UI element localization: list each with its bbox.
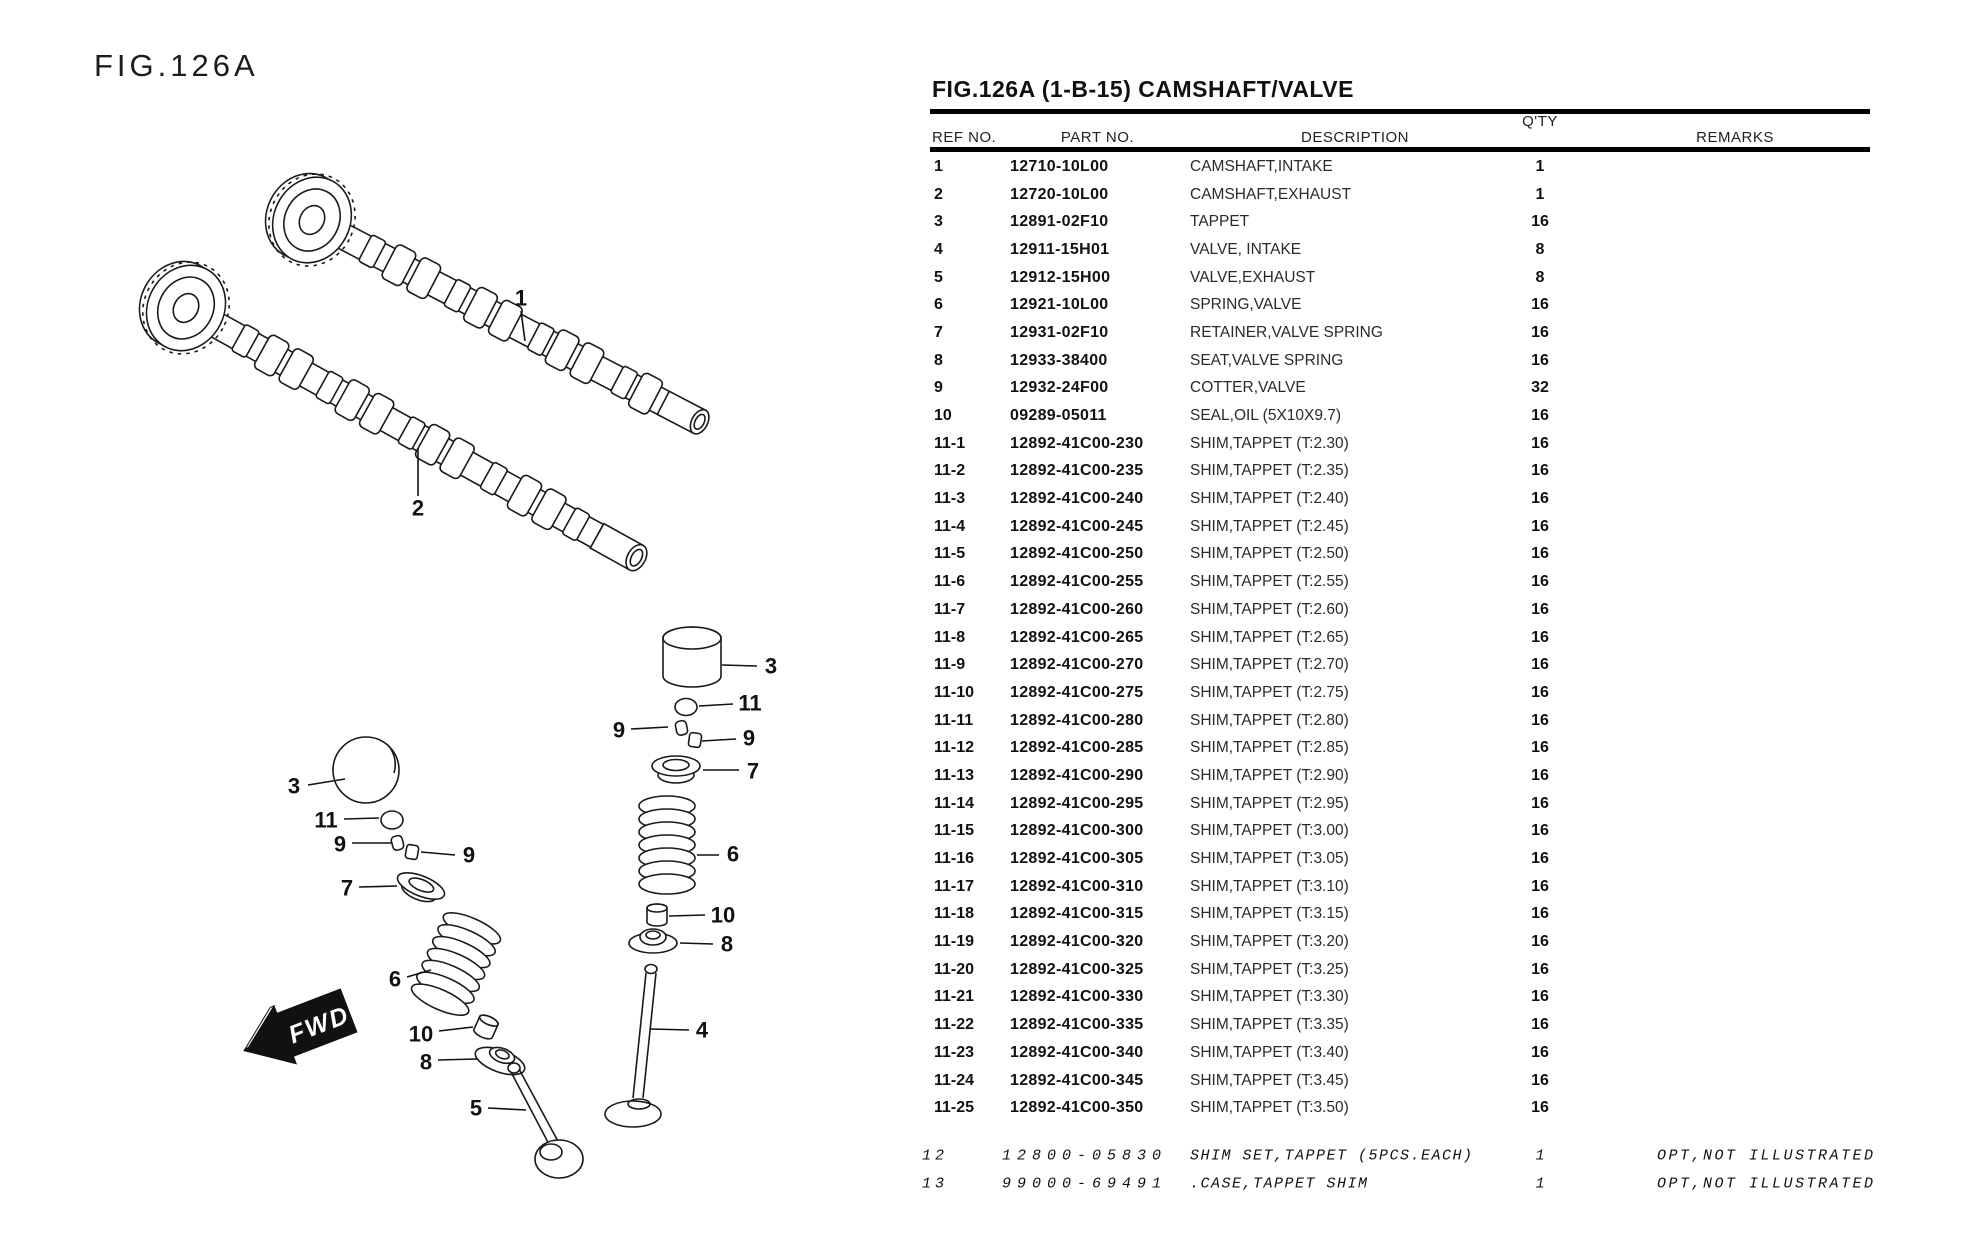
table-row bbox=[930, 236, 1890, 264]
cell-qty: 16 bbox=[1531, 1043, 1549, 1061]
callout-leader-line bbox=[699, 704, 733, 706]
cell-qty: 16 bbox=[1531, 434, 1549, 452]
fwd-label: FWD bbox=[284, 1000, 354, 1050]
callout-leader-line bbox=[421, 852, 455, 855]
cell-part-no: 12892-41C00-240 bbox=[1010, 490, 1144, 508]
cell-part-no: 12892-41C00-345 bbox=[1010, 1071, 1144, 1089]
table-row bbox=[930, 901, 1890, 929]
cell-description: SHIM,TAPPET (T:3.45) bbox=[1190, 1071, 1349, 1089]
cell-ref-no: 11-25 bbox=[934, 1099, 975, 1117]
cell-qty: 16 bbox=[1531, 1071, 1549, 1089]
column-header-description: DESCRIPTION bbox=[1300, 129, 1409, 146]
callout-label: 10 bbox=[710, 902, 736, 928]
cell-ref-no: 11-4 bbox=[934, 517, 966, 535]
callout-label: 9 bbox=[333, 831, 347, 857]
cell-ref-no: 11-15 bbox=[934, 822, 975, 840]
cell-part-no: 12892-41C00-320 bbox=[1010, 933, 1144, 951]
table-row bbox=[930, 347, 1890, 375]
cell-part-no: 12892-41C00-270 bbox=[1010, 656, 1144, 674]
cell-part-no: 12931-02F10 bbox=[1010, 323, 1109, 341]
table-row bbox=[930, 734, 1890, 762]
cell-part-no: 12892-41C00-255 bbox=[1010, 573, 1144, 591]
cell-description: SHIM,TAPPET (T:2.85) bbox=[1190, 739, 1349, 757]
cotter-drawing-exhaust bbox=[390, 835, 419, 860]
cell-description: SHIM,TAPPET (T:2.80) bbox=[1190, 711, 1349, 729]
cell-part-no: 12892-41C00-230 bbox=[1010, 434, 1144, 452]
table-row bbox=[930, 375, 1890, 403]
cell-ref-no: 11-18 bbox=[934, 905, 975, 923]
cell-description: SHIM,TAPPET (T:3.15) bbox=[1190, 905, 1349, 923]
cell-ref-no: 11-2 bbox=[934, 462, 966, 480]
cell-part-no: 12892-41C00-315 bbox=[1010, 905, 1144, 923]
cell-ref-no: 11-21 bbox=[934, 988, 975, 1006]
cell-remarks: OPT,NOT ILLUSTRATED bbox=[1657, 1175, 1876, 1193]
cell-description: SHIM,TAPPET (T:2.65) bbox=[1190, 628, 1349, 646]
cell-description: SHIM,TAPPET (T:3.00) bbox=[1190, 822, 1349, 840]
cell-qty: 1 bbox=[1535, 157, 1545, 175]
table-row bbox=[930, 651, 1890, 679]
cell-part-no: 12911-15H01 bbox=[1010, 240, 1110, 258]
cell-qty: 16 bbox=[1531, 462, 1549, 480]
callout-label: 6 bbox=[726, 841, 740, 867]
cell-qty: 16 bbox=[1531, 407, 1549, 425]
cell-part-no: 12892-41C00-265 bbox=[1010, 628, 1144, 646]
table-row bbox=[930, 208, 1890, 236]
callout-label: 5 bbox=[469, 1095, 483, 1121]
cell-qty: 1 bbox=[1535, 1147, 1545, 1165]
cam-sprocket-icon bbox=[123, 245, 246, 370]
cell-qty: 16 bbox=[1531, 296, 1549, 314]
table-row bbox=[922, 1142, 1890, 1170]
cell-ref-no: 11-3 bbox=[934, 490, 966, 508]
cell-qty: 16 bbox=[1531, 351, 1549, 369]
cotter-drawing-intake bbox=[675, 720, 702, 748]
cell-ref-no: 11-1 bbox=[934, 434, 966, 452]
table-row bbox=[930, 264, 1890, 292]
cell-part-no: 12892-41C00-310 bbox=[1010, 877, 1144, 895]
cell-part-no: 12892-41C00-300 bbox=[1010, 822, 1144, 840]
cell-description: RETAINER,VALVE SPRING bbox=[1190, 323, 1383, 341]
table-row bbox=[930, 568, 1890, 596]
cell-ref-no: 13 bbox=[922, 1175, 949, 1193]
cell-description: SHIM,TAPPET (T:2.35) bbox=[1190, 462, 1349, 480]
cell-qty: 16 bbox=[1531, 213, 1549, 231]
cell-description: VALVE, INTAKE bbox=[1190, 240, 1302, 258]
table-row bbox=[930, 153, 1890, 181]
cell-part-no: 12892-41C00-350 bbox=[1010, 1099, 1144, 1117]
table-row bbox=[930, 762, 1890, 790]
callout-label: 3 bbox=[764, 653, 778, 679]
cell-part-no: 12892-41C00-235 bbox=[1010, 462, 1144, 480]
cell-ref-no: 11-14 bbox=[934, 794, 975, 812]
cell-qty: 16 bbox=[1531, 517, 1549, 535]
callout-leader-line bbox=[722, 665, 757, 666]
cell-part-no: 12912-15H00 bbox=[1010, 268, 1111, 286]
cell-ref-no: 11-10 bbox=[934, 683, 975, 701]
callout-leader-line bbox=[702, 739, 736, 741]
cell-part-no: 09289-05011 bbox=[1010, 407, 1107, 425]
cell-description: SPRING,VALVE bbox=[1190, 296, 1302, 314]
cell-ref-no: 5 bbox=[934, 268, 943, 286]
table-row bbox=[930, 291, 1890, 319]
callout-leader-line bbox=[359, 886, 397, 887]
callout-leader-line bbox=[651, 1029, 689, 1030]
cell-description: SHIM,TAPPET (T:2.40) bbox=[1190, 490, 1349, 508]
table-row bbox=[930, 679, 1890, 707]
cell-qty: 16 bbox=[1531, 766, 1549, 784]
callout-label: 3 bbox=[287, 773, 301, 799]
cell-description: SHIM,TAPPET (T:2.70) bbox=[1190, 656, 1349, 674]
table-row bbox=[930, 1011, 1890, 1039]
callout-label: 6 bbox=[388, 966, 402, 992]
cell-part-no: 99000-69491 bbox=[1002, 1175, 1168, 1193]
retainer-drawing-intake bbox=[652, 756, 700, 783]
cell-part-no: 12892-41C00-305 bbox=[1010, 850, 1144, 868]
camshaft-exhaust-drawing bbox=[123, 245, 667, 604]
spring-seat-drawing-intake bbox=[629, 929, 677, 953]
callout-label: 10 bbox=[408, 1021, 434, 1047]
table-row bbox=[930, 430, 1890, 458]
cell-description: SHIM,TAPPET (T:3.35) bbox=[1190, 1016, 1349, 1034]
cell-qty: 8 bbox=[1535, 268, 1545, 286]
callout-label: 9 bbox=[742, 725, 756, 751]
cell-part-no: 12892-41C00-340 bbox=[1010, 1043, 1144, 1061]
cell-qty: 16 bbox=[1531, 573, 1549, 591]
cell-qty: 16 bbox=[1531, 656, 1549, 674]
table-row bbox=[930, 1039, 1890, 1067]
table-row bbox=[930, 873, 1890, 901]
cell-qty: 16 bbox=[1531, 545, 1549, 563]
cell-ref-no: 11-16 bbox=[934, 850, 975, 868]
cell-part-no: 12892-41C00-290 bbox=[1010, 766, 1144, 784]
cell-description: COTTER,VALVE bbox=[1190, 379, 1306, 397]
cell-ref-no: 4 bbox=[934, 240, 943, 258]
cell-part-no: 12892-41C00-250 bbox=[1010, 545, 1144, 563]
cell-qty: 16 bbox=[1531, 628, 1549, 646]
cell-ref-no: 11-5 bbox=[934, 545, 966, 563]
cell-description: SHIM,TAPPET (T:2.50) bbox=[1190, 545, 1349, 563]
callout-leader-line bbox=[488, 1108, 526, 1110]
callout-label: 1 bbox=[514, 285, 528, 311]
cell-part-no: 12921-10L00 bbox=[1010, 296, 1109, 314]
cell-qty: 16 bbox=[1531, 683, 1549, 701]
cell-description: SHIM,TAPPET (T:2.90) bbox=[1190, 766, 1349, 784]
cell-description: SEAT,VALVE SPRING bbox=[1190, 351, 1344, 369]
callout-label: 8 bbox=[419, 1049, 433, 1075]
cell-description: TAPPET bbox=[1190, 213, 1250, 231]
cell-description: SHIM,TAPPET (T:3.20) bbox=[1190, 933, 1349, 951]
cell-description: SHIM,TAPPET (T:3.40) bbox=[1190, 1043, 1349, 1061]
shim-drawing-intake bbox=[675, 699, 697, 716]
cell-description: SHIM,TAPPET (T:3.50) bbox=[1190, 1099, 1349, 1117]
table-row bbox=[930, 845, 1890, 873]
cell-part-no: 12892-41C00-330 bbox=[1010, 988, 1144, 1006]
table-row bbox=[930, 790, 1890, 818]
cell-qty: 16 bbox=[1531, 711, 1549, 729]
callout-label: 4 bbox=[695, 1017, 709, 1043]
cell-description: SHIM,TAPPET (T:2.55) bbox=[1190, 573, 1349, 591]
cell-part-no: 12892-41C00-295 bbox=[1010, 794, 1144, 812]
cell-part-no: 12891-02F10 bbox=[1010, 213, 1109, 231]
table-row bbox=[930, 485, 1890, 513]
cell-part-no: 12892-41C00-325 bbox=[1010, 960, 1144, 978]
table-row bbox=[930, 513, 1890, 541]
cell-description: VALVE,EXHAUST bbox=[1190, 268, 1316, 286]
cell-ref-no: 11-22 bbox=[934, 1016, 975, 1034]
table-row bbox=[930, 1094, 1890, 1122]
cam-sprocket-icon bbox=[249, 157, 370, 281]
callout-label: 7 bbox=[340, 875, 354, 901]
cell-ref-no: 11-8 bbox=[934, 628, 966, 646]
cell-qty: 16 bbox=[1531, 988, 1549, 1006]
cell-description: .CASE,TAPPET SHIM bbox=[1190, 1175, 1369, 1193]
cell-ref-no: 12 bbox=[922, 1147, 949, 1165]
column-header-ref-no: REF NO. bbox=[932, 129, 997, 146]
title-rule bbox=[930, 109, 1870, 114]
table-title: FIG.126A (1-B-15) CAMSHAFT/VALVE bbox=[932, 76, 1354, 102]
cell-qty: 16 bbox=[1531, 794, 1549, 812]
table-row bbox=[930, 956, 1890, 984]
callout-leader-line bbox=[631, 727, 668, 729]
callout-label: 11 bbox=[738, 690, 762, 716]
table-row bbox=[930, 1067, 1890, 1095]
cell-ref-no: 11-13 bbox=[934, 766, 975, 784]
cell-qty: 8 bbox=[1535, 240, 1545, 258]
shim-drawing-exhaust bbox=[381, 811, 403, 829]
column-header-remarks: REMARKS bbox=[1696, 129, 1774, 146]
table-row bbox=[922, 1170, 1890, 1198]
table-row bbox=[930, 402, 1890, 430]
header-rule bbox=[930, 147, 1870, 152]
cell-ref-no: 11-6 bbox=[934, 573, 966, 591]
tappet-drawing-intake bbox=[663, 627, 721, 687]
spring-drawing-intake bbox=[639, 796, 695, 894]
cell-part-no: 12933-38400 bbox=[1010, 351, 1108, 369]
cell-ref-no: 3 bbox=[934, 213, 943, 231]
cell-description: SHIM,TAPPET (T:2.95) bbox=[1190, 794, 1349, 812]
tappet-drawing-exhaust bbox=[333, 737, 399, 803]
camshaft-intake-drawing bbox=[249, 157, 728, 467]
cell-part-no: 12892-41C00-280 bbox=[1010, 711, 1144, 729]
cell-qty: 16 bbox=[1531, 905, 1549, 923]
page-title: FIG.126A bbox=[94, 48, 259, 83]
callout-leader-line bbox=[439, 1027, 473, 1031]
cell-qty: 16 bbox=[1531, 1016, 1549, 1034]
cell-description: SHIM,TAPPET (T:2.30) bbox=[1190, 434, 1349, 452]
cell-ref-no: 11-7 bbox=[934, 600, 966, 618]
cell-qty: 16 bbox=[1531, 960, 1549, 978]
cell-qty: 16 bbox=[1531, 739, 1549, 757]
callout-leader-line bbox=[680, 943, 713, 944]
retainer-drawing-exhaust bbox=[393, 867, 448, 908]
valve-drawing-exhaust bbox=[508, 1063, 583, 1178]
callout-leader-line bbox=[438, 1059, 477, 1060]
table-row bbox=[930, 319, 1890, 347]
callout-label: 8 bbox=[720, 931, 734, 957]
callout-label: 2 bbox=[411, 495, 425, 521]
cell-part-no: 12932-24F00 bbox=[1010, 379, 1109, 397]
table-row bbox=[930, 707, 1890, 735]
callout-label: 9 bbox=[612, 717, 626, 743]
cell-ref-no: 7 bbox=[934, 323, 943, 341]
cell-description: SHIM,TAPPET (T:2.45) bbox=[1190, 517, 1349, 535]
callout-leader-line bbox=[669, 915, 705, 916]
cell-ref-no: 11-11 bbox=[934, 711, 974, 729]
callout-leader-line bbox=[344, 818, 379, 819]
cell-ref-no: 10 bbox=[934, 407, 952, 425]
spring-drawing-exhaust bbox=[408, 907, 505, 1022]
table-row bbox=[930, 458, 1890, 486]
cell-ref-no: 11-23 bbox=[934, 1043, 975, 1061]
cell-ref-no: 11-24 bbox=[934, 1071, 975, 1089]
table-row bbox=[930, 818, 1890, 846]
cell-part-no: 12892-41C00-275 bbox=[1010, 683, 1144, 701]
cell-qty: 16 bbox=[1531, 877, 1549, 895]
cell-ref-no: 11-12 bbox=[934, 739, 975, 757]
table-row bbox=[930, 984, 1890, 1012]
cell-ref-no: 1 bbox=[934, 157, 943, 175]
oil-seal-drawing-exhaust bbox=[472, 1013, 499, 1041]
cell-description: SHIM,TAPPET (T:2.75) bbox=[1190, 683, 1349, 701]
cell-part-no: 12892-41C00-335 bbox=[1010, 1016, 1144, 1034]
callout-label: 9 bbox=[462, 842, 476, 868]
cell-qty: 16 bbox=[1531, 600, 1549, 618]
cell-qty: 16 bbox=[1531, 323, 1549, 341]
cell-qty: 16 bbox=[1531, 850, 1549, 868]
column-header-part-no: PART NO. bbox=[1060, 129, 1135, 146]
cell-qty: 32 bbox=[1531, 379, 1549, 397]
table-row bbox=[930, 596, 1890, 624]
rows-container bbox=[922, 153, 1890, 1198]
cell-description: SHIM,TAPPET (T:3.10) bbox=[1190, 877, 1349, 895]
cell-description: SEAL,OIL (5X10X9.7) bbox=[1190, 407, 1342, 425]
cell-part-no: 12710-10L00 bbox=[1010, 157, 1109, 175]
cell-ref-no: 11-17 bbox=[934, 877, 975, 895]
cell-part-no: 12892-41C00-285 bbox=[1010, 739, 1144, 757]
valve-drawing-intake bbox=[605, 965, 661, 1128]
cell-ref-no: 11-9 bbox=[934, 656, 966, 674]
table-row bbox=[930, 541, 1890, 569]
cell-description: SHIM SET,TAPPET (5PCS.EACH) bbox=[1190, 1147, 1474, 1165]
cell-description: CAMSHAFT,EXHAUST bbox=[1190, 185, 1352, 203]
table-row bbox=[930, 928, 1890, 956]
cell-qty: 1 bbox=[1535, 1175, 1545, 1193]
cell-remarks: OPT,NOT ILLUSTRATED bbox=[1657, 1147, 1876, 1165]
cell-part-no: 12892-41C00-260 bbox=[1010, 600, 1144, 618]
cell-part-no: 12892-41C00-245 bbox=[1010, 517, 1144, 535]
cell-part-no: 12800-05830 bbox=[1002, 1147, 1168, 1165]
column-header-qty: Q'TY bbox=[1522, 113, 1558, 130]
cell-part-no: 12720-10L00 bbox=[1010, 185, 1109, 203]
table-row bbox=[930, 181, 1890, 209]
cell-description: SHIM,TAPPET (T:3.05) bbox=[1190, 850, 1349, 868]
cell-description: SHIM,TAPPET (T:2.60) bbox=[1190, 600, 1349, 618]
cell-ref-no: 11-19 bbox=[934, 933, 975, 951]
cell-ref-no: 2 bbox=[934, 185, 943, 203]
cell-ref-no: 8 bbox=[934, 351, 943, 369]
cell-description: SHIM,TAPPET (T:3.25) bbox=[1190, 960, 1349, 978]
cell-description: CAMSHAFT,INTAKE bbox=[1190, 157, 1333, 175]
cell-description: SHIM,TAPPET (T:3.30) bbox=[1190, 988, 1349, 1006]
table-row bbox=[930, 624, 1890, 652]
parts-diagram bbox=[0, 0, 930, 1258]
callout-label: 11 bbox=[314, 807, 338, 833]
cell-ref-no: 6 bbox=[934, 296, 943, 314]
callout-label: 7 bbox=[746, 758, 760, 784]
oil-seal-drawing-intake bbox=[647, 904, 667, 926]
cell-ref-no: 11-20 bbox=[934, 960, 975, 978]
cell-qty: 16 bbox=[1531, 1099, 1549, 1117]
fwd-arrow-icon bbox=[233, 982, 360, 1080]
cell-qty: 16 bbox=[1531, 822, 1549, 840]
cell-qty: 16 bbox=[1531, 490, 1549, 508]
cell-qty: 16 bbox=[1531, 933, 1549, 951]
cell-qty: 1 bbox=[1535, 185, 1545, 203]
cell-ref-no: 9 bbox=[934, 379, 943, 397]
spring-seat-drawing-exhaust bbox=[472, 1040, 529, 1080]
